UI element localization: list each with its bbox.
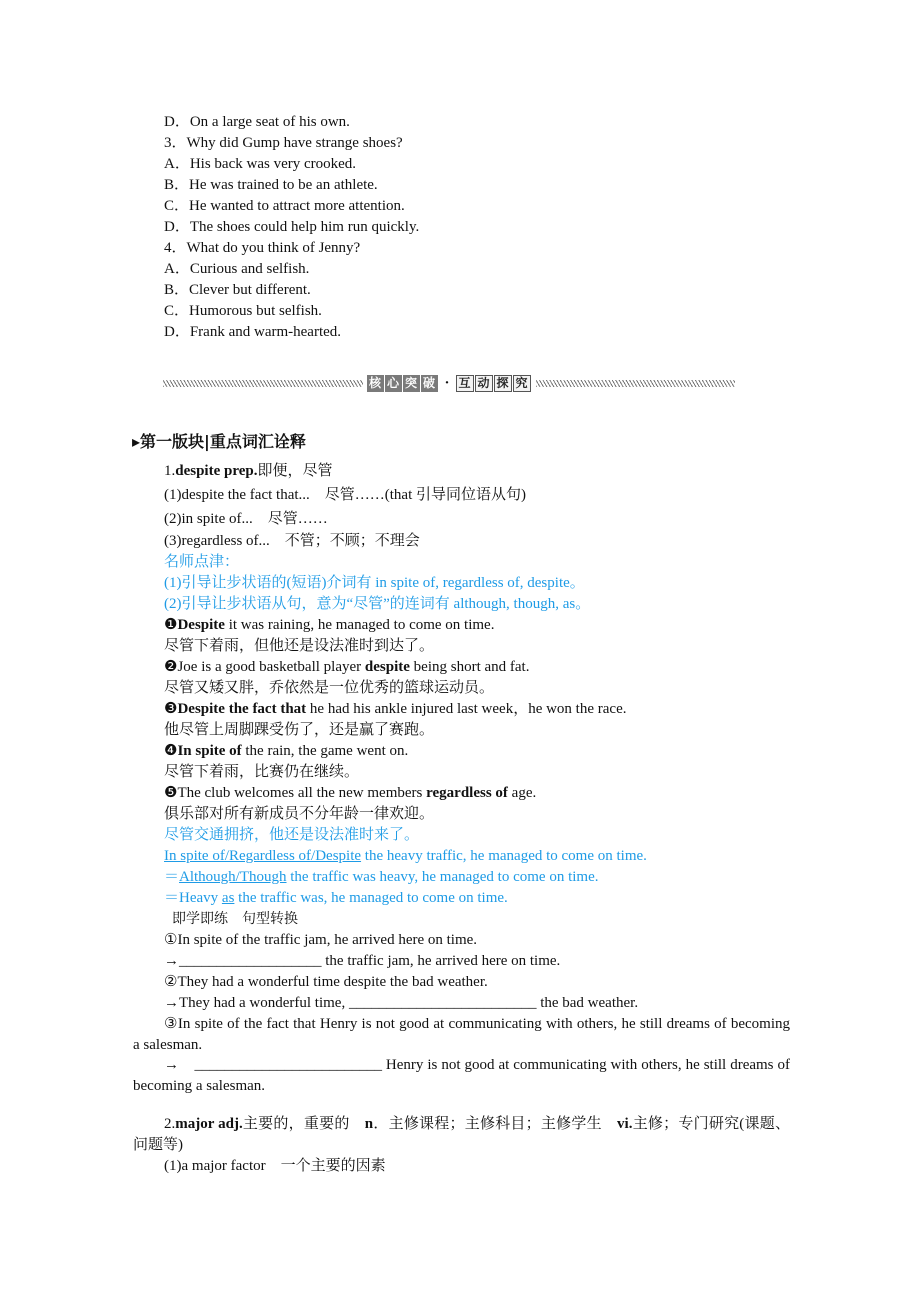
text-segment: 名师点津： (164, 554, 240, 570)
text-line (164, 762, 790, 783)
text-segment: 他尽管上周脚踝受伤了，还是赢了赛跑。 (164, 722, 435, 738)
text-line (164, 720, 790, 741)
text-line (164, 972, 790, 993)
tag-separator: · (444, 374, 450, 391)
text-segment: B．Clever but different. (164, 282, 311, 298)
text-segment: he had his ankle injured last week，he won the race. (306, 701, 627, 717)
text-segment: age. (507, 785, 537, 801)
text-segment: 尽管交通拥挤，他还是设法准时来了。 (164, 827, 420, 843)
text-segment: ②They had a wonderful time despite the bad weather. (164, 974, 488, 990)
text-line (164, 154, 790, 175)
text-line (164, 301, 790, 322)
text-line (133, 1114, 790, 1156)
text-line (164, 238, 790, 259)
text-line (164, 636, 790, 657)
section-tag-core (367, 375, 439, 392)
text-line (164, 175, 790, 196)
text-segment: 即便，尽管 (257, 463, 333, 479)
text-line (164, 217, 790, 238)
text-segment: C．Humorous but selfish. (164, 303, 322, 319)
text-line (164, 888, 790, 909)
text-line (164, 196, 790, 217)
text-segment: ＝ (164, 869, 180, 885)
text-segment: (1)引导让步状语的(短语)介词有 in spite of, regardless of, despite。 (164, 575, 585, 591)
text-line (164, 573, 790, 594)
text-line (164, 280, 790, 301)
vocabulary-body (133, 461, 790, 1177)
text-segment: 1. (164, 463, 176, 479)
text-segment: B．He was trained to be an athlete. (164, 177, 378, 193)
bold-term: n (364, 1116, 374, 1132)
text-segment: 即学即练 句型转换 (172, 911, 298, 927)
bold-term: despite prep. (175, 463, 258, 479)
text-line (164, 867, 790, 888)
text-segment: 3．Why did Gump have strange shoes? (164, 135, 403, 151)
text-segment: being short and fat. (409, 659, 530, 675)
text-line (164, 1156, 790, 1177)
bold-term: vi. (617, 1116, 633, 1132)
question-options (164, 112, 790, 343)
text-segment: ❶ (164, 617, 178, 633)
text-segment: (1)a major factor 一个主要的因素 (164, 1158, 386, 1174)
tag-char: 互 (456, 375, 474, 392)
text-segment: D．Frank and warm-hearted. (164, 324, 342, 340)
text-segment: ❷ (164, 659, 178, 675)
text-segment: the rain, the game went on. (241, 743, 409, 759)
text-segment: ①In spite of the traffic jam, he arrived here on time. (164, 932, 478, 948)
text-segment: 尽管又矮又胖，乔依然是一位优秀的篮球运动员。 (164, 680, 495, 696)
section-divider (163, 374, 735, 392)
text-segment: ＝Heavy (164, 890, 222, 906)
text-segment: the heavy traffic, he managed to come on time. (361, 848, 647, 864)
text-line (164, 112, 790, 133)
text-line (164, 909, 790, 930)
text-line (164, 461, 790, 482)
text-segment: 主修；专门研究(课题、问题等) (133, 1116, 790, 1153)
text-segment: it was raining, he managed to come on time. (224, 617, 495, 633)
text-line (164, 615, 790, 636)
text-line (164, 552, 790, 573)
text-line (164, 804, 790, 825)
text-line (164, 531, 790, 552)
text-line (164, 699, 790, 720)
text-line (164, 951, 790, 972)
text-segment: 2. (164, 1116, 176, 1132)
text-segment: the traffic was heavy, he managed to come on time. (286, 869, 599, 885)
bold-term: major adj. (175, 1116, 243, 1132)
tag-char: 破 (421, 375, 438, 392)
text-segment: ❺ (164, 785, 178, 801)
text-segment: A．Curious and selfish. (164, 261, 310, 277)
text-line (164, 783, 790, 804)
text-segment: C．He wanted to attract more attention. (164, 198, 405, 214)
text-line (133, 1014, 790, 1056)
text-segment: (2)in spite of... 尽管…… (164, 511, 328, 527)
bold-term: In spite of (177, 743, 242, 759)
text-segment: D．The shoes could help him run quickly. (164, 219, 420, 235)
text-line (164, 594, 790, 615)
bold-term: regardless of (426, 785, 508, 801)
tag-char: 心 (385, 375, 402, 392)
text-segment: ❹ (164, 743, 178, 759)
text-segment: the traffic was, he managed to come on time. (234, 890, 508, 906)
text-line (164, 259, 790, 280)
text-segment: (2)引导让步状语从句，意为“尽管”的连词有 although, though, as。 (164, 596, 591, 612)
text-segment: ．主修课程；主修科目；主修学生 (373, 1116, 618, 1132)
text-segment: 尽管下着雨，但他还是设法准时到达了。 (164, 638, 435, 654)
text-line (164, 509, 790, 530)
text-line (164, 485, 790, 506)
tag-char: 探 (494, 375, 512, 392)
text-segment: 4．What do you think of Jenny? (164, 240, 361, 256)
bold-term: Despite the fact that (177, 701, 307, 717)
text-line (164, 741, 790, 762)
divider-hatch (536, 380, 736, 387)
text-segment: The club welcomes all the new members (177, 785, 427, 801)
text-segment: ❸ (164, 701, 178, 717)
text-line (164, 133, 790, 154)
tag-char: 突 (403, 375, 420, 392)
section-tag-interactive (456, 375, 532, 392)
tag-char: 动 (475, 375, 493, 392)
text-segment: Joe is a good basketball player (177, 659, 365, 675)
text-line (133, 1055, 790, 1097)
text-segment: 俱乐部对所有新成员不分年龄一律欢迎。 (164, 806, 435, 822)
bold-term: despite (364, 659, 410, 675)
section-heading: ▸第一版块|重点词汇诠释 (132, 432, 306, 451)
text-line (164, 930, 790, 951)
tag-char: 究 (513, 375, 531, 392)
text-segment: ③In spite of the fact that Henry is not good at communicating with others, he still dreams of becoming a salesman. (133, 1016, 790, 1053)
text-segment: (1)despite the fact that... 尽管……(that 引导同位语从句) (164, 487, 527, 503)
text-line (164, 825, 790, 846)
text-line (164, 846, 790, 867)
tag-char: 核 (367, 375, 384, 392)
text-segment: 主要的，重要的 (242, 1116, 365, 1132)
text-segment: 尽管下着雨，比赛仍在继续。 (164, 764, 360, 780)
bold-term: Despite (177, 617, 225, 633)
text-line (164, 322, 790, 343)
text-segment: →They had a wonderful time, _________________________ the bad weather. (164, 995, 639, 1011)
text-line (164, 657, 790, 678)
text-segment: →___________________ the traffic jam, he arrived here on time. (164, 953, 561, 969)
divider-hatch (163, 380, 363, 387)
text-line (164, 678, 790, 699)
underlined-text: In spite of/Regardless of/Despite (164, 848, 362, 864)
underlined-text: as (221, 890, 235, 906)
text-segment: → _________________________ Henry is not good at communicating with others, he still dreams of becoming a salesman. (133, 1057, 790, 1094)
text-line (164, 993, 790, 1014)
text-segment: (3)regardless of... 不管；不顾；不理会 (164, 533, 420, 549)
text-segment: D．On a large seat of his own. (164, 114, 350, 130)
underlined-text: Although/Though (179, 869, 287, 885)
text-segment: A．His back was very crooked. (164, 156, 357, 172)
